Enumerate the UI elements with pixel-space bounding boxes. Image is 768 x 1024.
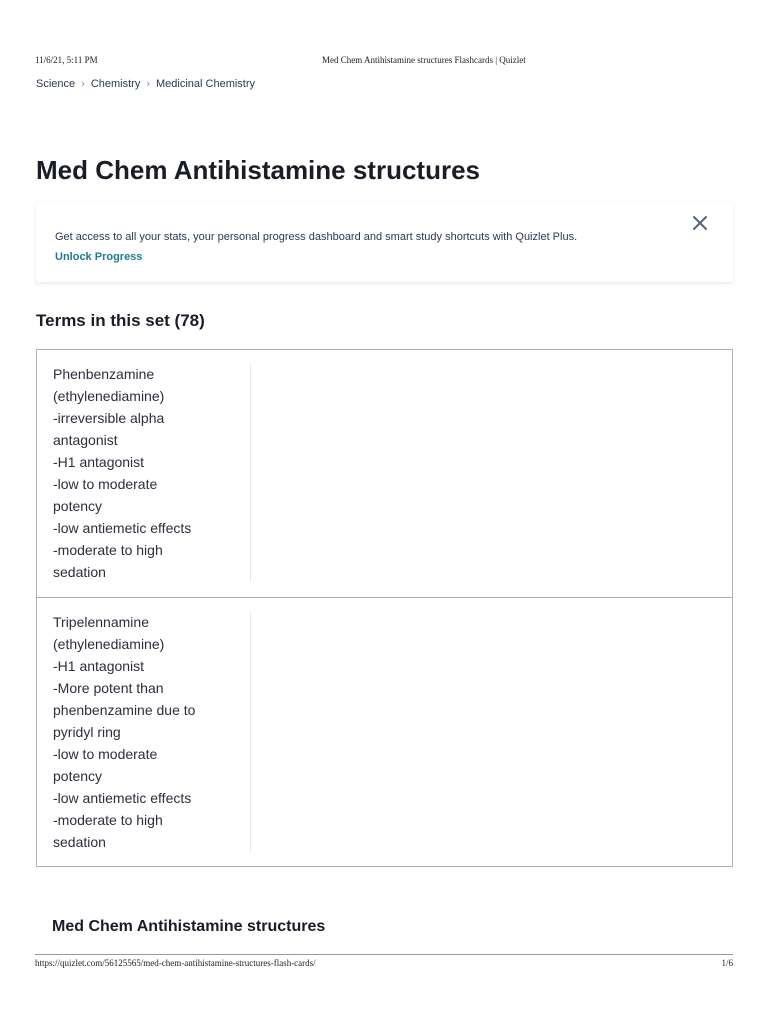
term-line: sedation [53,834,106,850]
promo-message: Get access to all your stats, your personal progress dashboard and smart study shortcuts with Quizlet Plus. [55,231,578,243]
term-line: sedation [53,564,106,580]
flashcard-row [36,597,733,867]
terms-count-heading: Terms in this set (78) [36,311,205,330]
term-line: Phenbenzamine [53,366,155,382]
breadcrumb-item-science[interactable]: Science [36,78,76,90]
close-icon[interactable] [691,214,709,232]
print-datetime: 11/6/21, 5:11 PM [35,55,98,65]
flashcard-term [53,363,233,583]
footer-set-title: Med Chem Antihistamine structures [52,918,326,935]
unlock-progress-link[interactable]: Unlock Progress [55,251,143,263]
term-line: -low to moderate [53,746,158,762]
flashcard-row [36,349,733,598]
upgrade-promo-banner [36,202,733,282]
term-line: phenbenzamine due to [53,702,196,718]
term-line: -low to moderate [53,476,158,492]
term-line: -low antiemetic effects [53,790,192,806]
term-line: -More potent than [53,680,164,696]
term-line: (ethylenediamine) [53,388,165,404]
term-line: (ethylenediamine) [53,636,165,652]
print-footer [35,958,733,972]
breadcrumb [36,78,255,90]
print-header [35,55,733,69]
breadcrumb-item-medicinal-chemistry[interactable]: Medicinal Chemistry [156,78,256,90]
flashcard-term [53,611,233,853]
term-line: -moderate to high [53,812,163,828]
term-line: potency [53,498,103,514]
term-line: -low antiemetic effects [53,520,192,536]
term-definition-divider [250,612,251,852]
term-line: -moderate to high [53,542,163,558]
term-line: -H1 antagonist [53,658,145,674]
term-line: Tripelennamine [53,614,149,630]
print-page-number: 1/6 [721,958,733,968]
print-url: https://quizlet.com/56125565/med-chem-antihistamine-structures-flash-cards/ [35,958,316,968]
term-line: pyridyl ring [53,724,121,740]
page-title: Med Chem Antihistamine structures [36,155,481,185]
print-document-title: Med Chem Antihistamine structures Flashcards | Quizlet [322,55,526,65]
term-line: -H1 antagonist [53,454,145,470]
term-line: antagonist [53,432,118,448]
breadcrumb-separator: › [146,78,150,90]
breadcrumb-separator: › [81,78,85,90]
term-line: potency [53,768,103,784]
term-definition-divider [250,364,251,582]
breadcrumb-item-chemistry[interactable]: Chemistry [90,78,141,90]
term-line: -irreversible alpha [53,410,165,426]
print-footer-rule [35,954,733,955]
